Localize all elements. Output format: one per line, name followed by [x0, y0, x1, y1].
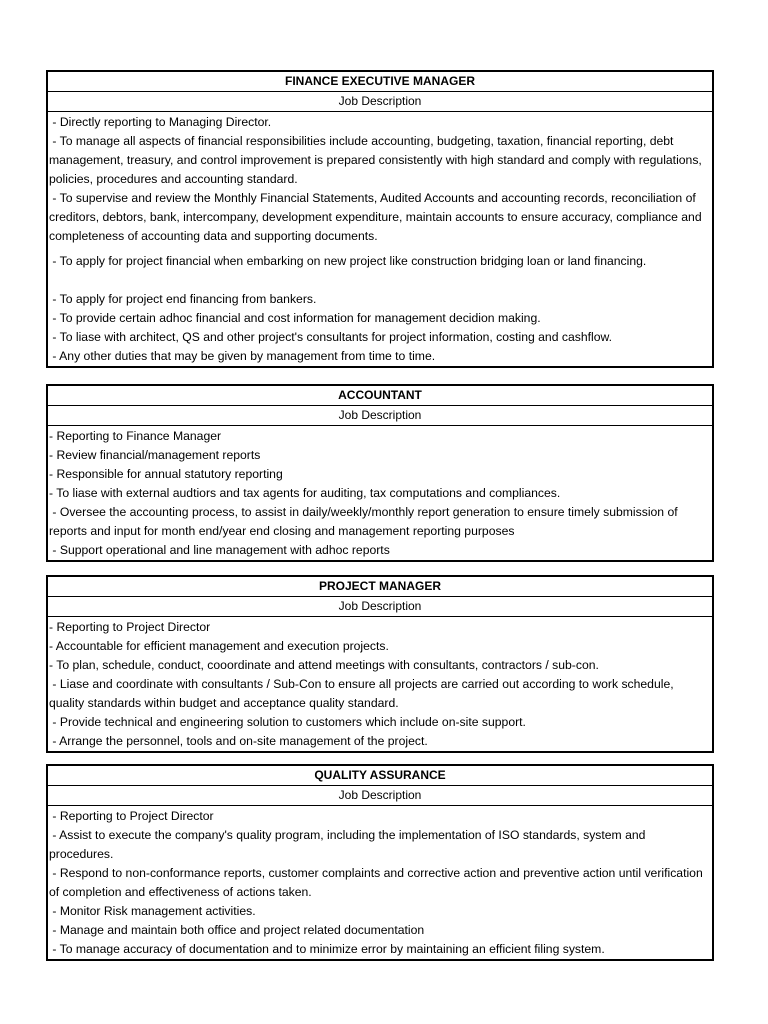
duty-item: - Directly reporting to Managing Director. — [49, 115, 272, 129]
duty-item: - To provide certain adhoc financial and cost information for management decidion making. — [49, 311, 541, 325]
duty-item: - To liase with architect, QS and other project's consultants for project information, costing and cashflow. — [49, 330, 613, 344]
job-title: QUALITY ASSURANCE — [48, 766, 712, 786]
duty-item: - Assist to execute the company's quality program, including the implementation of ISO standards, system and procedures. — [49, 828, 649, 861]
job-subtitle: Job Description — [48, 406, 712, 426]
duty-item: - To supervise and review the Monthly Financial Statements, Audited Accounts and accounting records, reconciliation of creditors, debtors, bank, intercompany, development expenditure, maintain accounts to ensure accuracy, compliance and completeness of accounting data and supporting documents. — [49, 191, 706, 243]
job-table-project-manager — [46, 575, 714, 753]
duty-item: - Support operational and line management with adhoc reports — [49, 543, 390, 557]
job-subtitle: Job Description — [48, 92, 712, 112]
duty-item: - Accountable for efficient management and execution projects. — [49, 639, 389, 653]
job-title: FINANCE EXECUTIVE MANAGER — [48, 72, 712, 92]
job-subtitle: Job Description — [48, 786, 712, 806]
duty-item: - To manage accuracy of documentation and to minimize error by maintaining an efficient filing system. — [49, 942, 605, 956]
job-title: ACCOUNTANT — [48, 386, 712, 406]
duty-item: - Reporting to Finance Manager — [49, 429, 222, 443]
duty-item: - To apply for project end financing from bankers. — [49, 292, 317, 306]
duties-list — [48, 112, 712, 366]
duty-item: - To manage all aspects of financial responsibilities include accounting, budgeting, taxation, financial reporting, debt management, treasury, and control improvement is prepared consistently with high standard and comply with regulations, policies, procedures and accounting standard. — [49, 134, 706, 186]
duty-item: - To plan, schedule, conduct, cooordinate and attend meetings with consultants, contractors / sub-con. — [49, 658, 599, 672]
duty-item: - Provide technical and engineering solution to customers which include on-site support. — [49, 715, 526, 729]
job-title: PROJECT MANAGER — [48, 577, 712, 597]
duty-item: - Reporting to Project Director — [49, 809, 214, 823]
spacer — [49, 271, 711, 290]
duty-item: - Respond to non-conformance reports, customer complaints and corrective action and preventive action until verification of completion and effectiveness of actions taken. — [49, 866, 707, 899]
duty-item: - Review financial/management reports — [49, 448, 261, 462]
duty-item: - To apply for project financial when embarking on new project like construction bridging loan or land financing. — [49, 254, 647, 268]
duty-item: - Monitor Risk management activities. — [49, 904, 256, 918]
duties-list — [48, 806, 712, 959]
job-table-finance-executive-manager — [46, 70, 714, 368]
duty-item: - To liase with external audtiors and tax agents for auditing, tax computations and compliances. — [49, 486, 561, 500]
duty-item: - Responsible for annual statutory reporting — [49, 467, 283, 481]
job-table-quality-assurance — [46, 764, 714, 961]
job-subtitle: Job Description — [48, 597, 712, 617]
duty-item: - Arrange the personnel, tools and on-site management of the project. — [49, 734, 428, 748]
job-table-accountant — [46, 384, 714, 562]
duties-list — [48, 617, 712, 751]
duty-item: - Any other duties that may be given by management from time to time. — [49, 349, 436, 363]
duty-item: - Reporting to Project Director — [49, 620, 211, 634]
duty-item: - Oversee the accounting process, to assist in daily/weekly/monthly report generation to ensure timely submission of reports and input for month end/year end closing and management reporting purposes — [49, 505, 682, 538]
duty-item: - Liase and coordinate with consultants / Sub-Con to ensure all projects are carried out according to work schedule, quality standards within budget and acceptance quality standard. — [49, 677, 678, 710]
duties-list — [48, 426, 712, 560]
duty-item: - Manage and maintain both office and project related documentation — [49, 923, 425, 937]
